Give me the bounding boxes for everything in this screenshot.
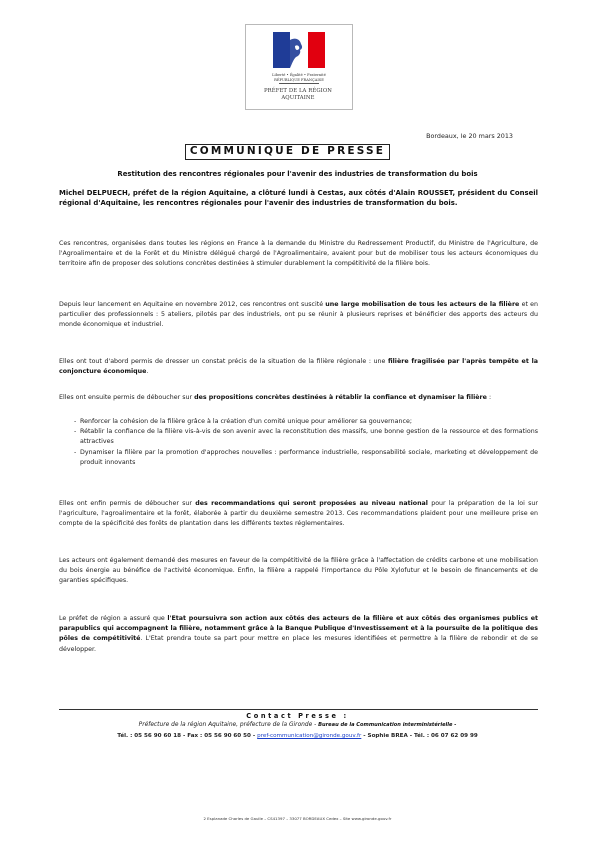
contact-heading: Contact Presse : bbox=[246, 712, 349, 720]
contact-phone-fax: Tél. : 05 56 90 60 18 - Fax : 05 56 90 60 50 - bbox=[117, 733, 258, 739]
paragraph-text: Elles ont enfin permis de déboucher sur bbox=[59, 500, 196, 507]
press-release-title-box bbox=[185, 144, 390, 160]
list-item bbox=[59, 448, 538, 468]
list-item bbox=[59, 417, 538, 427]
lead-paragraph: Michel DELPUECH, préfet de la région Aquitaine, a clôturé lundi à Cestas, aux côtés d'Alain ROUSSET, président du Conseil régional d'Aquitaine, les rencontres régionales pour l'avenir des industries de transformation du bois. bbox=[59, 189, 538, 208]
dash-bullet-icon: - bbox=[74, 428, 77, 436]
paragraph-emphasis: des recommandations qui seront proposées au niveau national bbox=[195, 500, 428, 507]
paragraph-text: Elles ont ensuite permis de déboucher sur bbox=[59, 394, 195, 401]
prefecture-line-1: PRÉFET DE LA RÉGION bbox=[263, 88, 333, 94]
motto-line-2: RÉPUBLIQUE FRANÇAISE bbox=[274, 77, 324, 82]
contact-person: - Sophie BREA - Tél. : 06 07 62 09 99 bbox=[361, 733, 478, 739]
paragraph-text: Depuis leur lancement en Aquitaine en novembre 2012, ces rencontres ont suscité bbox=[59, 301, 326, 308]
press-release-title: COMMUNIQUE DE PRESSE bbox=[189, 145, 386, 157]
list-item bbox=[59, 427, 538, 447]
list-item-text: Dynamiser la filière par la promotion d'approches nouvelles : performance industrielle, responsabilité sociale, marketing et développement de produit innovants bbox=[80, 448, 538, 466]
paragraph-emphasis: l'Etat poursuivra son action aux côtés des acteurs de la filière et aux côtés des organismes publics et parapublics qui accompagnent la filière, notamment grâce à la Banque Publique d'Investissement et à la poursuite de la politique des pôles de compétitivité bbox=[59, 615, 538, 643]
paragraph-text: . L'Etat prendra toute sa part pour mettre en place les mesures identifiées et permettre à la filière de rebondir et de se développer. bbox=[59, 635, 538, 653]
paragraph-emphasis: des propositions concrètes destinées à rétablir la confiance et dynamiser la filière bbox=[194, 394, 487, 401]
dash-bullet-icon: - bbox=[74, 448, 77, 456]
dateline: Bordeaux, le 20 mars 2013 bbox=[426, 132, 513, 140]
paragraph-propositions bbox=[59, 393, 538, 403]
paragraph-mobilisation bbox=[59, 300, 538, 331]
paragraph-mesures: Les acteurs ont également demandé des mesures en faveur de la compétitivité de la filière grâce à l'affectation de crédits carbone et une mobilisation du bois énergie au bénéfice de l'activité économique. Enfin, la filière a rappelé l'importance du Pôle Xylofutur et le besoin de financements et de garanties spécifiques. bbox=[59, 557, 538, 585]
contact-organisation-name: Préfecture de la région Aquitaine, préfecture de la Gironde - bbox=[138, 722, 319, 728]
paragraph-context: Ces rencontres, organisées dans toutes les régions en France à la demande du Ministre du Redressement Productif, du Ministre de l'Agriculture, de l'Agroalimentaire et de la Forêt et du Ministre délégué chargé de l'Agroalimentaire, avaient pour but de mobiliser tous les acteurs économiques du territoire afin de proposer des solutions concrètes destinées à stimuler durablement la compétitivité de la filière bois. bbox=[59, 240, 538, 268]
paragraph-text: et en particulier des professionnels : 5 ateliers, pilotés par des industriels, ont pu se réunir à plusieurs reprises et bénéficier des apports des acteurs du monde économique et industriel. bbox=[59, 301, 538, 329]
list-item-text: Rétablir la confiance de la filière vis-à-vis de son avenir avec la reconstitution des massifs, une bonne gestion de la ressource et des formations attractives bbox=[80, 428, 538, 446]
contact-details bbox=[0, 733, 595, 739]
paragraph-text: Elles ont tout d'abord permis de dresser un constat précis de la situation de la filière régionale : une bbox=[59, 358, 388, 365]
contact-bureau: Bureau de la Communication interministérielle - bbox=[318, 722, 457, 728]
paragraph-engagement-etat bbox=[59, 614, 538, 655]
dash-bullet-icon: - bbox=[74, 418, 77, 425]
propositions-list bbox=[59, 417, 538, 468]
contact-divider bbox=[59, 709, 538, 710]
prefecture-line-2: AQUITAINE bbox=[281, 95, 315, 101]
contact-organisation bbox=[0, 722, 595, 728]
paragraph-recommandations bbox=[59, 499, 538, 530]
motto-line-1: Liberté • Égalité • Fraternité bbox=[272, 73, 326, 77]
marianne-flag-icon bbox=[273, 32, 325, 68]
prefecture-name bbox=[245, 82, 351, 108]
paragraph-emphasis: une large mobilisation de tous les acteurs de la filière bbox=[325, 301, 520, 308]
list-item-text: Renforcer la cohésion de la filière grâce à la création d'un comité unique pour améliorer sa gouvernance; bbox=[80, 418, 412, 425]
headline: Restitution des rencontres régionales pour l'avenir des industries de transformation du bois bbox=[117, 170, 478, 178]
contact-email-link[interactable]: pref-communication@gironde.gouv.fr bbox=[257, 733, 362, 739]
paragraph-text: : bbox=[486, 394, 492, 401]
paragraph-constat bbox=[59, 357, 538, 377]
footer-address: 2 Esplanade Charles de Gaulle – CS41397 – 33077 BORDEAUX Cedex – Site www.gironde.gouv.fr bbox=[203, 816, 392, 821]
paragraph-text: Le préfet de région a assuré que bbox=[59, 615, 168, 622]
paragraph-emphasis: filière fragilisée par l'après tempête et la conjoncture économique bbox=[59, 358, 539, 376]
paragraph-text: pour la préparation de la loi sur l'agriculture, l'agroalimentaire et la forêt, élaborée à partir du deuxième semestre 2013. Ces recommandations plaident pour une meilleure prise en compte de la spécificité des forêts de plantation dans les différents textes réglementaires. bbox=[59, 500, 538, 528]
paragraph-text: . bbox=[146, 368, 149, 376]
